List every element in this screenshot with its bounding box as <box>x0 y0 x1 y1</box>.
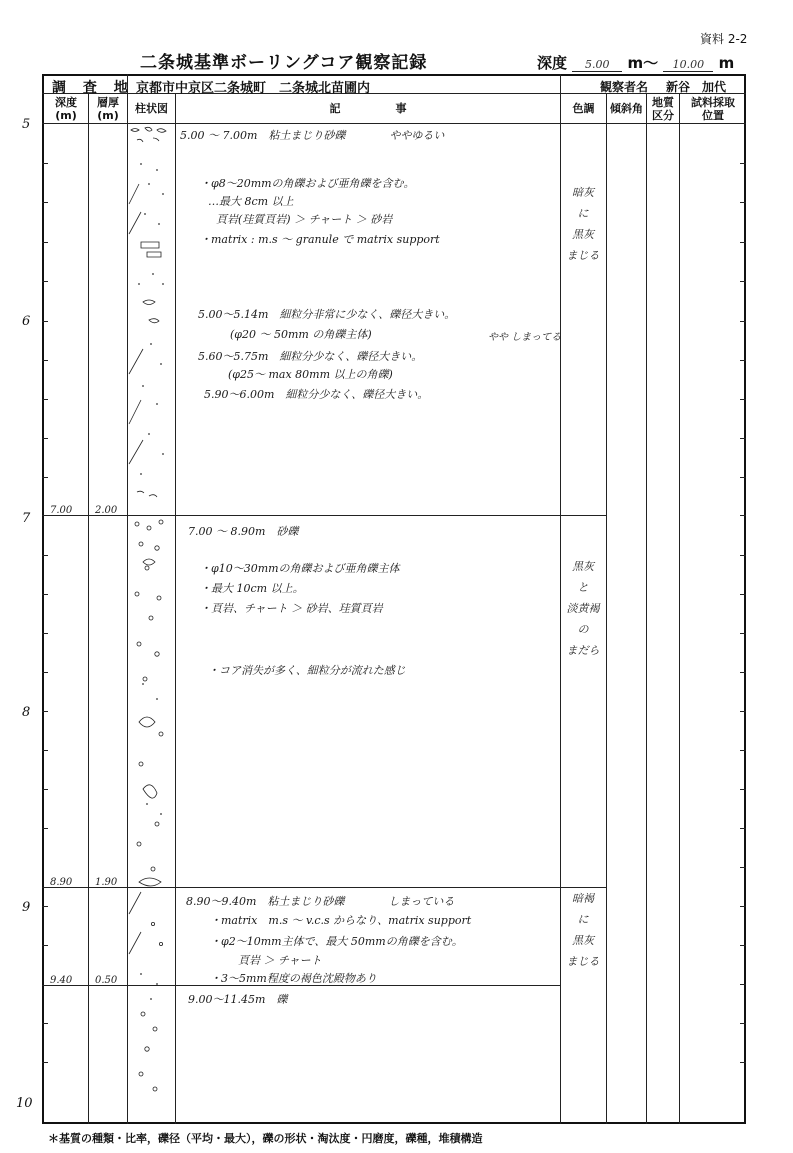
depth-marker: 6 <box>22 314 31 329</box>
boundary-thickness: 0.50 <box>95 975 118 986</box>
observer-name: 新谷 加代 <box>666 80 727 94</box>
col-line-sample <box>679 93 680 1124</box>
record-note: 頁岩 ＞ チャート <box>238 954 322 967</box>
record-note: 頁岩(珪質頁岩) ＞ チャート ＞ 砂岩 <box>216 213 393 226</box>
layer-boundary-line <box>560 515 606 516</box>
col-line-dip <box>606 93 607 1124</box>
header-column: 柱状図 <box>135 102 168 115</box>
header-color: 色調 <box>572 102 595 115</box>
record-note: 9.00〜11.45m 礫 <box>188 993 288 1006</box>
color-note: 黒灰 と 淡黄褐 の まだら <box>566 560 600 657</box>
boundary-thickness: 1.90 <box>95 877 118 888</box>
boundary-depth: 8.90 <box>50 877 73 888</box>
record-note: ・3〜5mm程度の褐色沈殿物あり <box>210 972 377 985</box>
boundary-depth: 7.00 <box>50 505 73 516</box>
record-note: 5.00〜5.14m 細粒分非常に少なく、礫径大きい。 <box>198 308 456 321</box>
record-note: (φ25〜 max 80mm 以上の角礫) <box>228 368 393 381</box>
depth-marker: 8 <box>22 705 31 720</box>
depth-to: 10.00 <box>663 58 713 72</box>
depth-marker: 7 <box>22 511 31 526</box>
record-note: ・コア消失が多く、細粒分が流れた感じ <box>208 664 406 677</box>
location-label: 調 査 地 <box>52 80 134 96</box>
header-dip: 傾斜角 <box>610 102 643 115</box>
record-note: (φ20 〜 50mm の角礫主体) <box>230 328 372 341</box>
header-record: 記 事 <box>329 102 407 115</box>
record-note: ・matrix m.s 〜 v.c.s からなり、matrix support <box>210 914 472 927</box>
col-line-record <box>175 93 176 1124</box>
header-depth: 深度 (m) <box>55 96 77 122</box>
footer-note: ＊基質の種類・比率，礫径（平均・最大），礫の形状・淘汰度・円磨度，礫種，堆積構造 <box>48 1132 483 1145</box>
observer-label: 観察者名 <box>600 80 649 94</box>
core-column-illustration <box>127 124 175 1124</box>
col-line-thickness <box>88 93 89 1124</box>
layer-boundary-line <box>42 515 560 516</box>
record-note: 5.00 〜 7.00m 粘土まじり砂礫 ややゆるい <box>180 129 445 142</box>
depth-marker: 9 <box>22 900 31 915</box>
record-note: 5.90〜6.00m 細粒分少なく、礫径大きい。 <box>204 388 429 401</box>
depth-marker: 5 <box>22 117 31 132</box>
depth-unit-mid: m〜 <box>627 54 659 72</box>
depth-range <box>537 52 734 73</box>
col-line-color <box>560 74 561 1124</box>
record-note: やや しまってる <box>488 332 562 343</box>
color-note: 暗灰 に 黒灰 まじる <box>566 186 600 262</box>
record-note: ・φ10〜30mmの角礫および亜角礫主体 <box>200 562 400 575</box>
record-note: 5.60〜5.75m 細粒分少なく、礫径大きい。 <box>198 350 423 363</box>
record-note: ・頁岩、チャート ＞ 砂岩、珪質頁岩 <box>200 602 383 615</box>
record-note: …最大 8cm 以上 <box>208 195 294 208</box>
record-note: ・最大 10cm 以上。 <box>200 582 304 595</box>
color-note: 暗褐 に 黒灰 まじる <box>566 892 600 968</box>
page-title: 二条城基準ボーリングコア観察記録 <box>140 48 427 76</box>
depth-from: 5.00 <box>572 58 622 72</box>
layer-boundary-line <box>42 887 560 888</box>
record-note: ・matrix : m.s 〜 granule で matrix support <box>200 233 440 246</box>
header-sample: 試料採取 位置 <box>691 96 735 122</box>
record-note: 7.00 〜 8.90m 砂礫 <box>188 525 299 538</box>
header-quality: 地質 区分 <box>652 96 674 122</box>
record-note: ・φ2〜10mm主体で、最大 50mmの角礫を含む。 <box>210 935 463 948</box>
document-reference: 資料 2-2 <box>700 32 748 46</box>
boundary-thickness: 2.00 <box>95 505 118 516</box>
col-line-quality <box>646 93 647 1124</box>
location-value: 京都市中京区二条城町 二条城北苗圃内 <box>136 81 371 96</box>
boundary-depth: 9.40 <box>50 975 73 986</box>
depth-label: 深度 <box>537 54 568 72</box>
header-thickness: 層厚 (m) <box>97 96 119 122</box>
record-note: ・φ8〜20mmの角礫および亜角礫を含む。 <box>200 177 415 190</box>
record-note: 8.90〜9.40m 粘土まじり砂礫 しまっている <box>186 895 455 908</box>
depth-marker: 10 <box>16 1096 33 1111</box>
depth-unit: m <box>718 54 735 72</box>
